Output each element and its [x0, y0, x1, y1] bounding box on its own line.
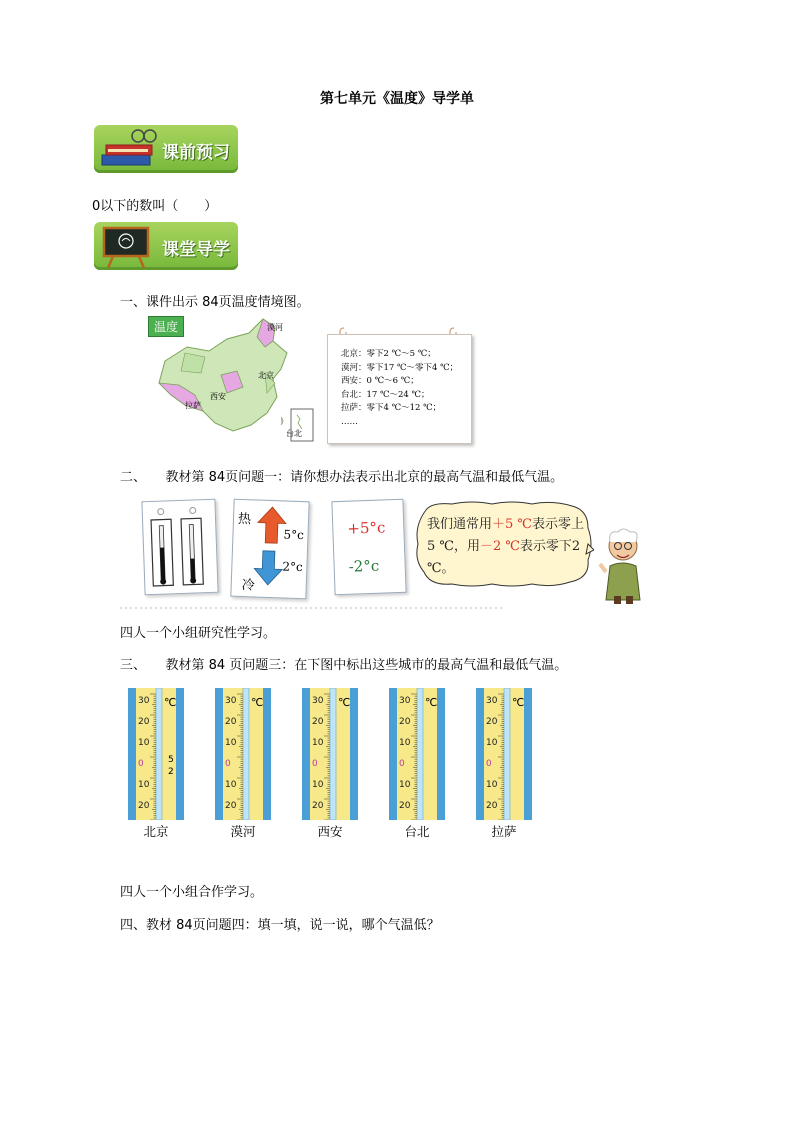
map-city-label: 北京 [258, 371, 274, 380]
section1-heading: 一、课件出示 84页温度情境图。 [120, 295, 310, 310]
scale-tick-label: 10 [399, 738, 411, 748]
unit-label: ℃ [164, 696, 177, 709]
scale-tick-label: 10 [312, 780, 324, 790]
bubble-plus-value: ＋5 ℃ [492, 517, 532, 532]
page-title: 第七单元《温度》导学单 [320, 91, 474, 107]
bubble-minus-value: －2 ℃ [479, 539, 520, 554]
scale-tick-label: 0 [312, 759, 318, 769]
scale-tick-label: 20 [225, 717, 237, 727]
thermometer-scale [302, 688, 358, 820]
unit-label: ℃ [338, 696, 351, 709]
scale-tick-label: 20 [399, 717, 411, 727]
note-line: 台北：17 ℃～24 ℃； [341, 389, 430, 400]
teacher-icon [598, 524, 648, 606]
scale-tick-label: 20 [138, 717, 150, 727]
scale-tick-label: 20 [138, 801, 150, 811]
note-line: 西安：0 ℃～6 ℃； [341, 376, 419, 386]
cold-label: 冷 [241, 578, 255, 594]
thermometer-scale [389, 688, 445, 820]
note-line: 漠河：零下17 ℃～零下4 ℃； [341, 362, 459, 373]
scale-tick-label: 30 [312, 696, 324, 706]
scale-tick-label: 20 [486, 801, 498, 811]
preview-question: 0以下的数叫（ ） [92, 199, 218, 214]
scale-tick-label: 0 [225, 759, 231, 769]
signs-card [331, 499, 406, 595]
note-line: 拉萨：零下4 ℃～12 ℃； [341, 403, 442, 413]
bubble-text-part: 表示零下2 ℃。 [427, 539, 581, 576]
section3-footer: 四人一个小组合作学习。 [120, 885, 264, 900]
high-temp-label: 5°c [283, 527, 305, 543]
beijing-high-mark: 5 [168, 755, 174, 765]
scale-tick-label: 30 [399, 696, 411, 706]
map-city-label: 漠河 [267, 323, 283, 332]
scale-tick-label: 10 [486, 738, 498, 748]
city-label: 西安 [317, 824, 343, 839]
temperature-note [327, 334, 472, 444]
scale-tick-label: 20 [486, 717, 498, 727]
city-label: 漠河 [230, 824, 256, 839]
scale-tick-label: 30 [138, 696, 150, 706]
scale-tick-label: 30 [225, 696, 237, 706]
thermometer-scale [476, 688, 532, 820]
books-icon [98, 127, 162, 171]
hot-label: 热 [237, 511, 252, 528]
map-city-label: 拉萨 [185, 401, 201, 410]
scale-tick-label: 10 [486, 780, 498, 790]
unit-label: ℃ [425, 696, 438, 709]
thermometer-icon [142, 500, 217, 594]
chalkboard-icon [98, 224, 162, 270]
city-label: 台北 [404, 824, 430, 839]
preview-banner [94, 125, 238, 173]
thermometer-scale [215, 688, 271, 820]
section2-heading: 二、 教材第 84页问题一：请你想办法表示出北京的最高气温和最低气温。 [120, 470, 564, 485]
scale-tick-label: 20 [225, 801, 237, 811]
city-label: 北京 [143, 824, 169, 839]
scale-tick-label: 30 [486, 696, 498, 706]
classroom-banner-label: 课堂导学 [162, 240, 230, 260]
scale-tick-label: 0 [138, 759, 144, 769]
section2-footer: 四人一个小组研究性学习。 [120, 626, 277, 641]
map-city-label: 台北 [286, 429, 302, 438]
section4-heading: 四、教材 84页问题四：填一填，说一说，哪个气温低？ [120, 918, 440, 933]
bubble-text-part: 我们通常用 [427, 517, 493, 532]
minus-two-label: -2°c [348, 556, 380, 576]
classroom-banner [94, 222, 238, 270]
unit-label: ℃ [251, 696, 264, 709]
scale-tick-label: 10 [138, 780, 150, 790]
scale-tick-label: 0 [399, 759, 405, 769]
section3-heading: 三、 教材第 84 页问题三：在下图中标出这些城市的最高气温和最低气温。 [120, 658, 568, 673]
map-tag: 温度 [148, 316, 184, 337]
beijing-low-mark: 2 [168, 767, 174, 777]
map-city-label: 西安 [210, 392, 226, 401]
arrow-card [230, 499, 309, 600]
scale-tick-label: 10 [138, 738, 150, 748]
thermometer-card [141, 499, 218, 596]
bubble-text-part: 表示零上5 ℃，用 [427, 517, 584, 554]
scale-tick-label: 20 [399, 801, 411, 811]
note-line: …… [341, 416, 358, 427]
thermometer-scale [128, 688, 184, 820]
scale-tick-label: 10 [225, 780, 237, 790]
divider [120, 606, 505, 610]
preview-banner-label: 课前预习 [162, 143, 230, 163]
note-line: 北京：零下2 ℃～5 ℃； [341, 349, 436, 359]
scale-tick-label: 10 [225, 738, 237, 748]
scale-tick-label: 10 [399, 780, 411, 790]
city-label: 拉萨 [491, 824, 517, 839]
bubble-text [427, 514, 589, 580]
low-temp-label: 2°c [282, 559, 303, 575]
scale-tick-label: 0 [486, 759, 492, 769]
scale-tick-label: 20 [312, 717, 324, 727]
scale-tick-label: 20 [312, 801, 324, 811]
scale-tick-label: 10 [312, 738, 324, 748]
unit-label: ℃ [512, 696, 525, 709]
plus-five-label: +5°c [347, 518, 386, 538]
